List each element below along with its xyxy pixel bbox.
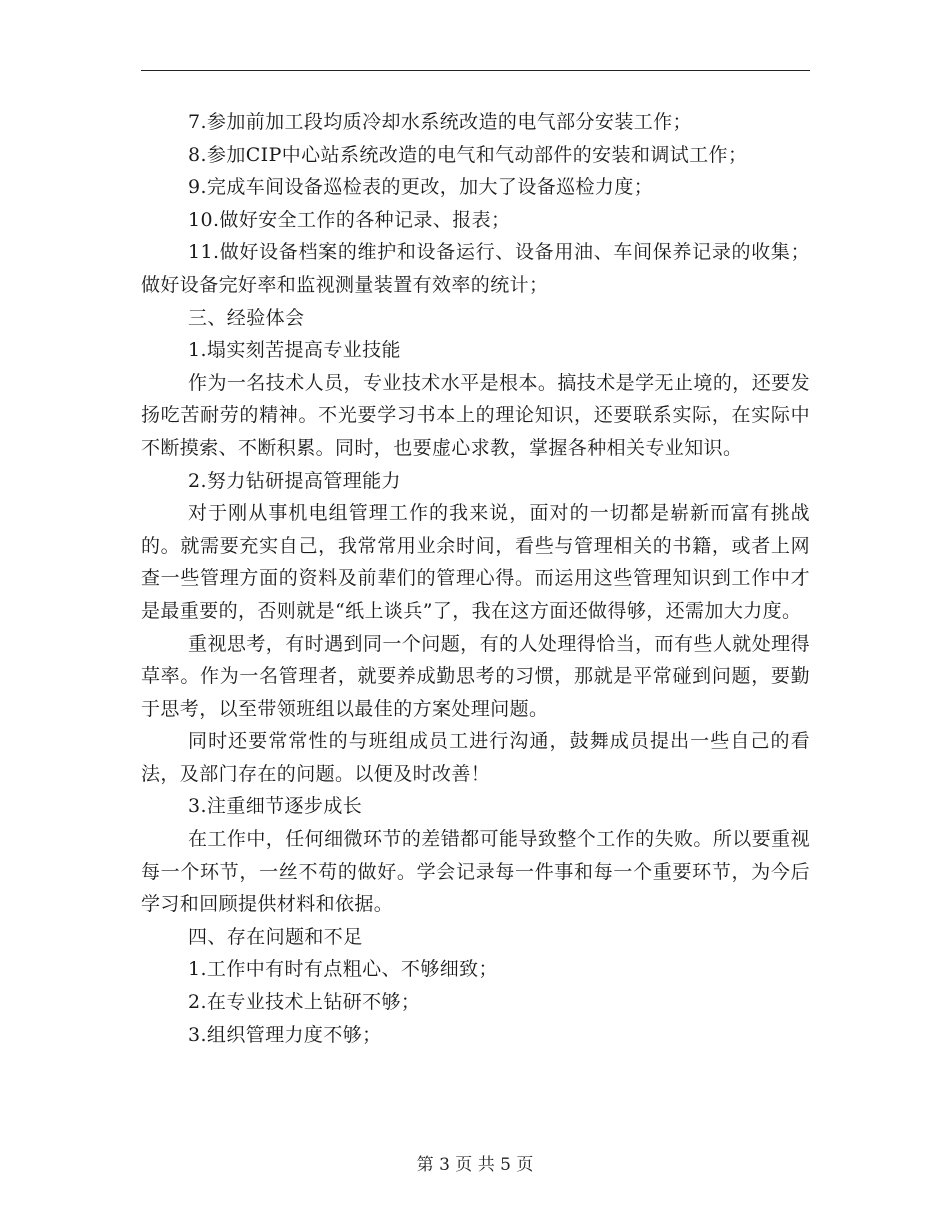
subheading-management: 2.努力钻研提高管理能力 xyxy=(188,469,401,492)
problem-item-3: 3.组织管理力度不够； xyxy=(188,1023,382,1046)
header-rule xyxy=(141,70,810,71)
section-heading-problems: 四、存在问题和不足 xyxy=(188,925,363,948)
list-item-10: 10.做好安全工作的各种记录、报表； xyxy=(188,208,511,231)
page-number-footer: 第 3 页 共 5 页 xyxy=(416,1155,534,1175)
list-item-11: 11.做好设备档案的维护和设备运行、设备用油、车间保养记录的收集；做好设备完好率和监视测量装置有效率的统计； xyxy=(141,241,810,296)
section-heading-experience: 三、经验体会 xyxy=(188,306,305,329)
subheading-details: 3.注重细节逐步成长 xyxy=(188,795,363,818)
paragraph-details: 在工作中，任何细微环节的差错都可能导致整个工作的失败。所以要重视每一个环节，一丝不苟的做好。学会记录每一件事和每一个重要环节，为今后学习和回顾提供材料和依据。 xyxy=(141,828,810,916)
paragraph-management: 对于刚从事机电组管理工作的我来说，面对的一切都是崭新而富有挑战的。就需要充实自己，我常常用业余时间，看些与管理相关的书籍，或者上网查一些管理方面的资料及前辈们的管理心得。而运用这些管理知识到工作中才是最重要的，否则就是“纸上谈兵”了，我在这方面还做得够，还需加大力度。 xyxy=(141,502,810,622)
paragraph-communication: 同时还要常常性的与班组成员工进行沟通，鼓舞成员提出一些自己的看法，及部门存在的问题。以便及时改善！ xyxy=(141,730,810,785)
paragraph-thinking: 重视思考，有时遇到同一个问题，有的人处理得恰当，而有些人就处理得草率。作为一名管理者，就要养成勤思考的习惯，那就是平常碰到问题，要勤于思考，以至带领班组以最佳的方案处理问题。 xyxy=(141,632,810,720)
list-item-8: 8.参加CIP中心站系统改造的电气和气动部件的安装和调试工作； xyxy=(188,143,748,166)
list-item-9: 9.完成车间设备巡检表的更改，加大了设备巡检力度； xyxy=(188,176,654,199)
document-body xyxy=(141,106,810,1051)
problem-item-2: 2.在专业技术上钻研不够； xyxy=(188,991,421,1014)
problem-item-1: 1.工作中有时有点粗心、不够细致； xyxy=(188,958,498,981)
list-item-7: 7.参加前加工段均质冷却水系统改造的电气部分安装工作； xyxy=(188,111,692,133)
subheading-skills: 1.塌实刻苦提高专业技能 xyxy=(188,339,401,362)
paragraph-skills: 作为一名技术人员，专业技术水平是根本。搞技术是学无止境的，还要发扬吃苦耐劳的精神。不光要学习书本上的理论知识，还要联系实际，在实际中不断摸索、不断积累。同时，也要虚心求教，掌握各种相关专业知识。 xyxy=(141,371,810,459)
